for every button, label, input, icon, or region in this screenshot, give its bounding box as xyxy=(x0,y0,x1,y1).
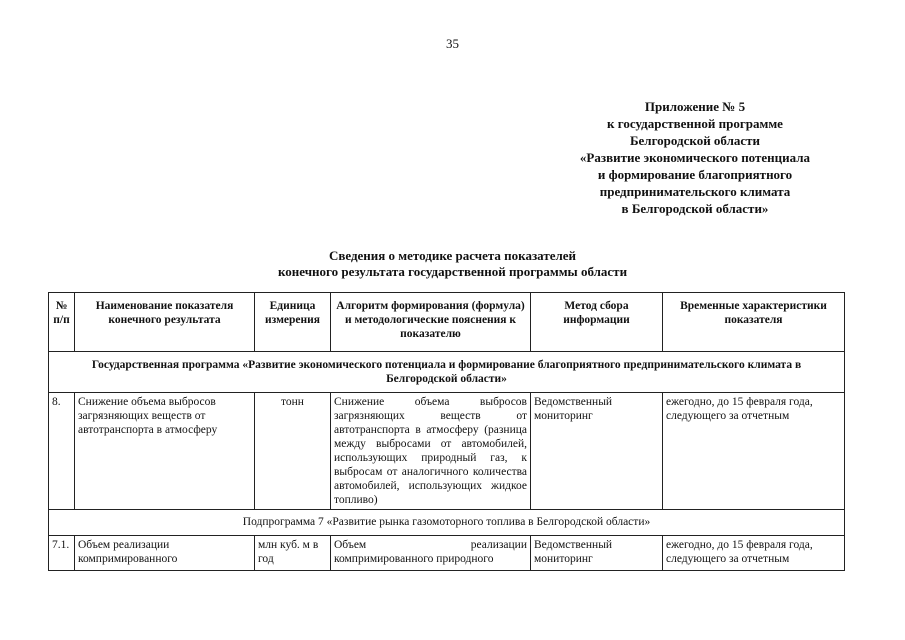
appendix-line: «Развитие экономического потенциала xyxy=(579,150,811,165)
header-collection-method: Метод сбора информации xyxy=(531,293,663,352)
document-title xyxy=(0,248,905,280)
header-indicator-name: Наименование показателя конечного результата xyxy=(75,293,255,352)
appendix-line: предпринимательского климата xyxy=(599,184,791,199)
appendix-line: и формирование благоприятного xyxy=(597,167,793,182)
appendix-line: Приложение № 5 xyxy=(644,99,746,114)
page-number: 35 xyxy=(446,36,459,51)
appendix-line: Белгородской области xyxy=(629,133,761,148)
cell-indicator-name: Объем реализации компримированного xyxy=(75,536,255,571)
header-algorithm: Алгоритм формирования (формула) и методологические пояснения к показателю xyxy=(331,293,531,352)
cell-indicator-name: Снижение объема выбросов загрязняющих веществ от автотранспорта в атмосферу xyxy=(75,393,255,510)
appendix-line: к государственной программе xyxy=(607,116,783,131)
header-time-characteristics: Временные характеристики показателя xyxy=(663,293,845,352)
table-header-row xyxy=(49,293,845,352)
indicators-table xyxy=(48,292,845,571)
appendix-header xyxy=(520,98,870,217)
cell-collection-method: Ведомственный мониторинг xyxy=(531,536,663,571)
cell-algorithm: Объем реализации компримированного природного xyxy=(331,536,531,571)
document-title-line: конечного результата государственной программы области xyxy=(277,264,628,279)
cell-num: 7.1. xyxy=(49,536,75,571)
table-row xyxy=(49,393,845,510)
table-row xyxy=(49,536,845,571)
document-title-line: Сведения о методике расчета показателей xyxy=(328,248,577,263)
section-subprogram-title: Подпрограмма 7 «Развитие рынка газомоторного топлива в Белгородской области» xyxy=(49,510,845,536)
cell-unit: тонн xyxy=(255,393,331,510)
cell-time-characteristics: ежегодно, до 15 февраля года, следующего за отчетным xyxy=(663,536,845,571)
cell-time-characteristics: ежегодно, до 15 февраля года, следующего за отчетным xyxy=(663,393,845,510)
section-program-title: Государственная программа «Развитие экономического потенциала и формирование благоприятного предпринимательского климата в Белгородской области» xyxy=(49,352,845,393)
section-row xyxy=(49,510,845,536)
header-num: № п/п xyxy=(49,293,75,352)
cell-algorithm: Снижение объема выбросов загрязняющих веществ от автотранспорта в атмосферу (разница между выбросами от автомобилей, использующих природный газ, к выбросам от аналогичного количества автомобилей, использующих жидкое топливо) xyxy=(331,393,531,510)
cell-unit: млн куб. м в год xyxy=(255,536,331,571)
cell-num: 8. xyxy=(49,393,75,510)
header-unit: Единица измерения xyxy=(255,293,331,352)
section-row xyxy=(49,352,845,393)
cell-collection-method: Ведомственный мониторинг xyxy=(531,393,663,510)
appendix-line: в Белгородской области» xyxy=(621,201,769,216)
